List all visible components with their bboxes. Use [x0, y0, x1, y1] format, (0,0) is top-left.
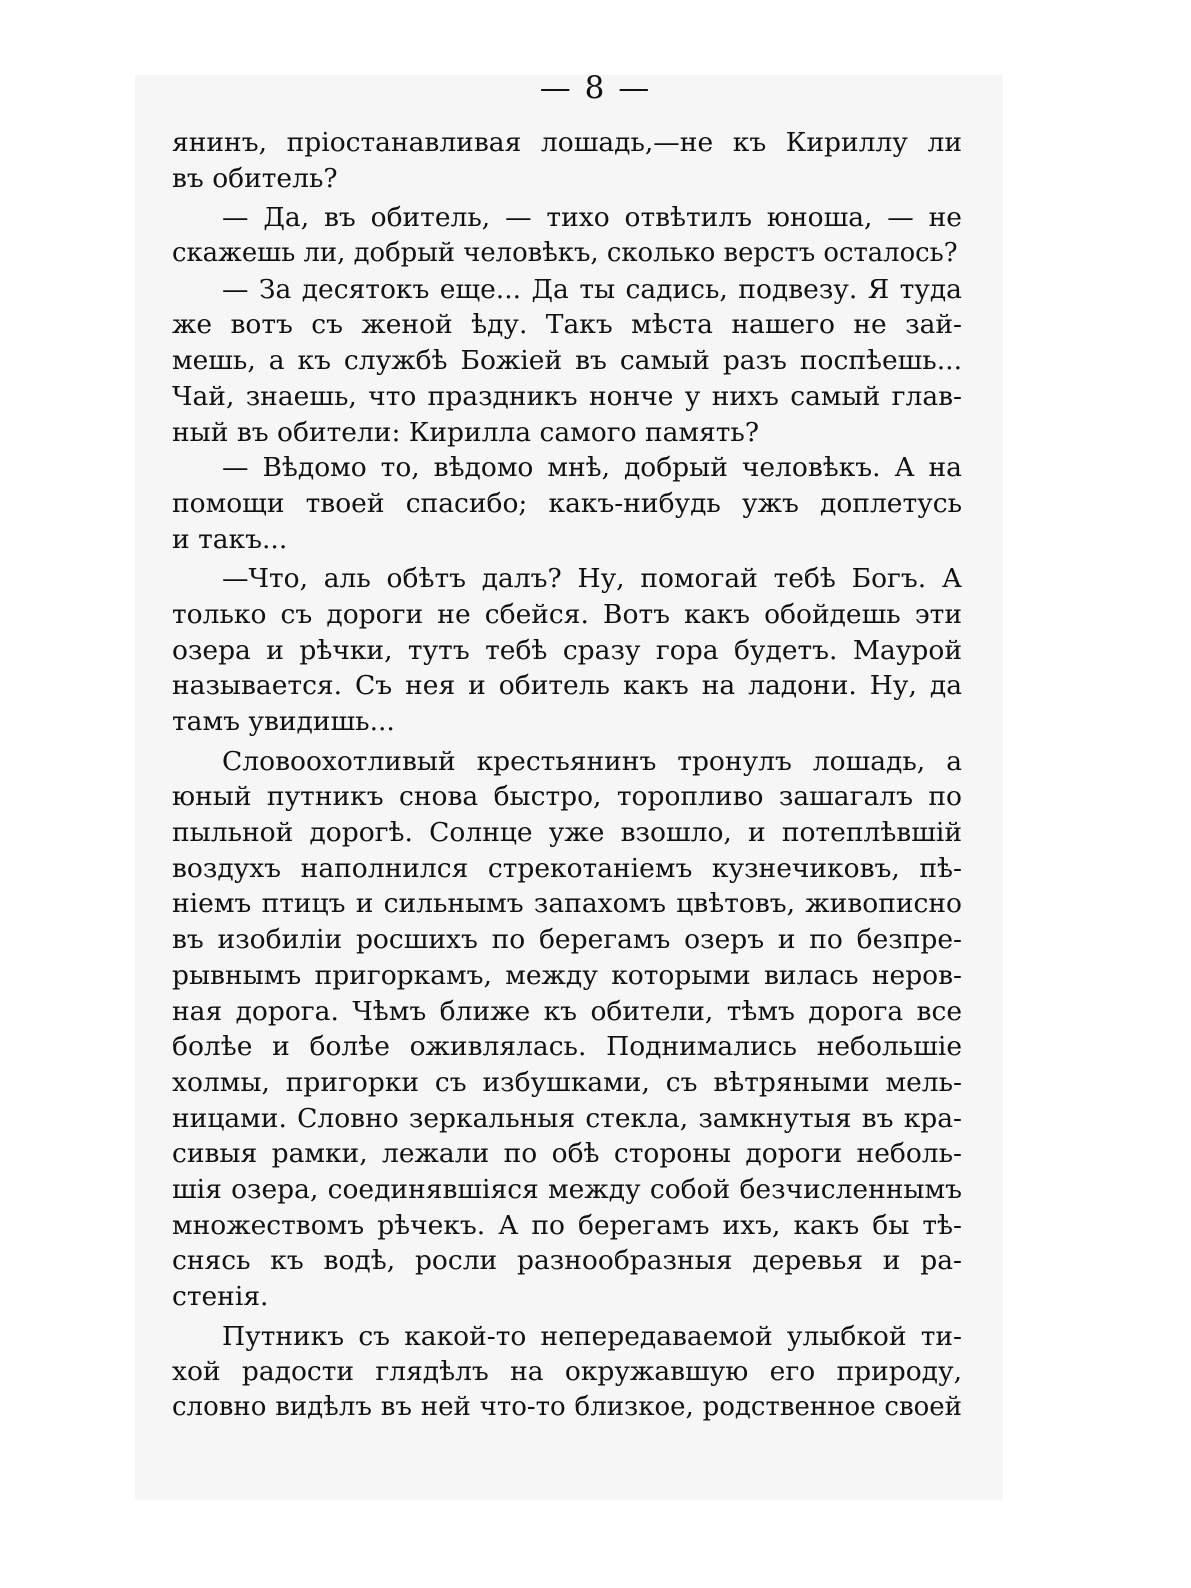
text-line: стенія. — [172, 1281, 269, 1312]
text-line: юный путникъ снова быстро, торопливо зашагалъ по — [172, 781, 962, 813]
text-line: словно видѣлъ въ ней что-то близкое, родственное своей — [172, 1392, 962, 1423]
text-line: ный въ обители: Кирилла самого память? — [172, 416, 760, 448]
text-line: мешь, а къ службѣ Божiей въ самый разъ поспѣешь... — [172, 345, 962, 377]
text-line: — Да, въ обитель, — тихо отвѣтилъ юноша, — не — [222, 202, 962, 234]
text-line: множествомъ рѣчекъ. А по берегамъ ихъ, какъ бы тѣ- — [172, 1209, 962, 1241]
text-line: тамъ увидишь... — [172, 706, 395, 737]
text-line: рывнымъ пригоркамъ, между которыми вилась неров- — [172, 959, 962, 991]
text-line: помощи твоей спасибо; какъ-нибудь ужъ доплетусь — [172, 487, 962, 519]
text-line: — Вѣдомо то, вѣдомо мнѣ, добрый человѣкъ. А на — [222, 452, 962, 484]
body-text — [172, 125, 962, 1426]
text-line: воздухъ наполнился стрекотаніемъ кузнечиковъ, пѣ- — [172, 852, 962, 884]
text-line: — За десятокъ еще... Да ты садись, подвезу. Я туда — [222, 273, 962, 305]
text-line: холмы, пригорки съ избушками, съ вѣтряными мель- — [172, 1066, 962, 1098]
text-line: Словоохотливый крестьянинъ тронулъ лошадь, а — [222, 745, 962, 777]
text-line: пыльной дорогѣ. Солнце уже взошло, и потеплѣвшій — [172, 817, 962, 849]
text-line: и такъ... — [172, 523, 288, 555]
text-line: снясь къ водѣ, росли разнообразныя деревья и ра- — [172, 1245, 962, 1277]
text-line: ная дорога. Чѣмъ ближе къ обители, тѣмъ дорога все — [172, 995, 962, 1027]
text-line: хой радости глядѣлъ на окружавшую его природу, — [172, 1356, 962, 1388]
text-line: Путникъ съ какой-то непередаваемой улыбкой ти- — [222, 1320, 962, 1352]
text-line: ніемъ птицъ и сильнымъ запахомъ цвѣтовъ, живописно — [172, 888, 962, 920]
text-line: только съ дороги не сбейся. Вотъ какъ обойдешь эти — [172, 598, 962, 630]
text-line: озера и рѣчки, тутъ тебѣ сразу гора будетъ. Маурой — [172, 634, 962, 666]
text-line: сивыя рамки, лежали по обѣ стороны дороги неболь- — [172, 1138, 962, 1170]
text-line: въ обитель? — [172, 162, 338, 194]
text-line: Чай, знаешь, что праздникъ нонче у нихъ самый глав- — [172, 380, 962, 412]
text-line: —Что, аль обѣтъ далъ? Ну, помогай тебѣ Богъ. А — [222, 563, 962, 595]
text-line: янинъ, пріостанавливая лошадь,—не къ Кириллу ли — [172, 127, 962, 158]
text-line: болѣе и болѣе оживлялась. Поднимались небольшіе — [172, 1031, 962, 1063]
text-line: въ изобиліи росшихъ по берегамъ озеръ и по безпре- — [172, 924, 962, 956]
text-line: шія озера, соединявшіяся между собой безчисленнымъ — [172, 1173, 962, 1205]
text-line: скажешь ли, добрый человѣкъ, сколько верстъ осталось? — [172, 238, 958, 269]
text-line: ницами. Словно зеркальныя стекла, замкнутыя въ кра- — [172, 1102, 962, 1134]
text-line: же вотъ съ женой ѣду. Такъ мѣста нашего не зай- — [172, 309, 962, 341]
text-line: называется. Съ нея и обитель какъ на ладони. Ну, да — [172, 670, 962, 702]
page-number: — 8 — — [539, 70, 652, 106]
